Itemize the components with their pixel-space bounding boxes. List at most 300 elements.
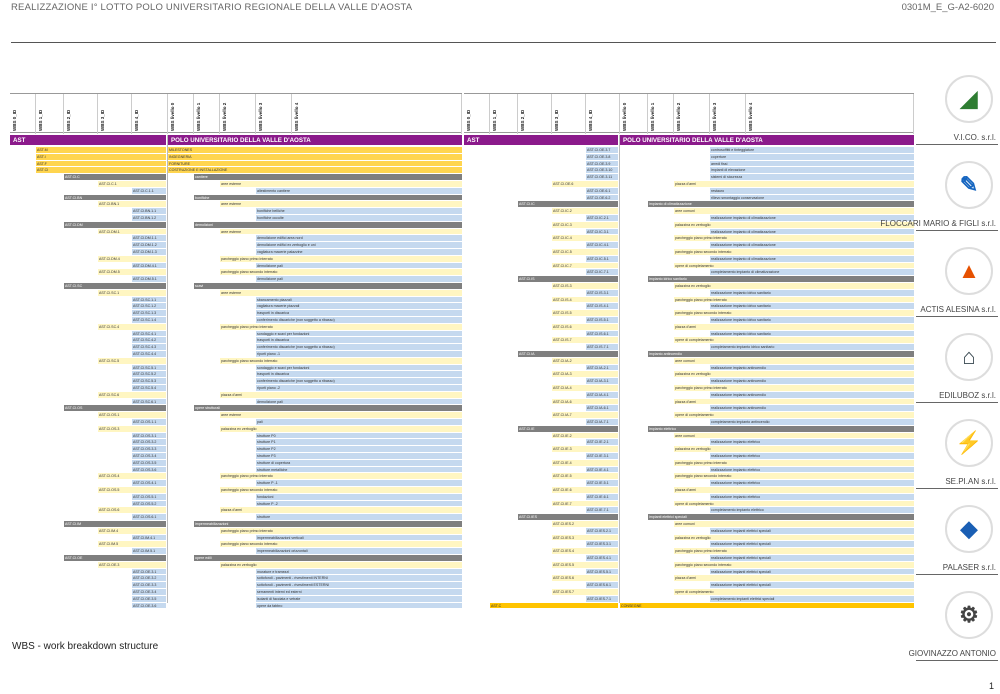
wbs-label-cell: opere di completamento — [674, 412, 914, 419]
column-header-label: WBS 0_ID — [466, 109, 471, 131]
wbs-label-cell: conferimento discariche (non soggetto a ribasso) — [256, 378, 462, 385]
wbs-id-cell: AST.CI.IC.2 — [552, 208, 618, 215]
wbs-id-cell: AST.CI.SC.5.4 — [132, 385, 166, 392]
wbs-id-cell: AST.CI.IA.7.1 — [586, 419, 618, 426]
wbs-id-cell: AST.CI.IES.4 — [552, 548, 618, 555]
wbs-id-cell: AST.CI — [36, 167, 166, 174]
wbs-id-cell: AST.CI.IA.2.1 — [586, 365, 618, 372]
wbs-label-cell: riporti piano -2 — [256, 385, 462, 392]
wbs-id-cell: AST.CI.SC.1.3 — [132, 310, 166, 317]
wbs-id-cell: AST.CI.OS.5.1 — [132, 494, 166, 501]
wbs-label-cell: strutture P1 — [256, 439, 462, 446]
wbs-id-cell: AST.CI.IES — [518, 514, 618, 521]
wbs-label-cell: riporti piano -1 — [256, 351, 462, 358]
wbs-id-cell: AST.CI.IE.7.1 — [586, 507, 618, 514]
wbs-id-cell: AST.CI.IA.4 — [552, 385, 618, 392]
wbs-id-cell: AST.CI.OE.3.4 — [132, 589, 166, 596]
wbs-label-cell: scavi — [194, 283, 462, 290]
wbs-label-cell: conferimento discariche (non soggetto a ribasso) — [256, 344, 462, 351]
logo-glyph-icon: ⌂ — [962, 344, 976, 369]
wbs-id-cell: AST.CI.DM.1 — [98, 229, 166, 236]
company-logo-icon — [945, 333, 993, 381]
wbs-id-cell: AST.CI.SC.6.1 — [132, 399, 166, 406]
wbs-table — [10, 93, 914, 608]
wbs-label-cell: opere di completamento — [674, 501, 914, 508]
company-logo-icon — [945, 419, 993, 467]
wbs-id-cell: AST.CI.IES.7.1 — [586, 596, 618, 603]
wbs-id-cell: AST.CI.BN.1 — [98, 201, 166, 208]
wbs-label-cell: piazza d'armi — [674, 324, 914, 331]
wbs-label-cell: parcheggio piano secondo interrato — [674, 473, 914, 480]
column-header-label: WBS 4_ID — [588, 109, 593, 131]
wbs-label-cell: parcheggio piano primo interrato — [674, 460, 914, 467]
wbs-label-cell: impermeabilizzazioni orizzontali — [256, 548, 462, 555]
wbs-id-cell: AST.CI.SC.1.4 — [132, 317, 166, 324]
logo-glyph-icon: ◆ — [960, 516, 978, 541]
wbs-label-cell: sondaggio e scavi per fondazioni — [256, 331, 462, 338]
column-header — [220, 94, 256, 134]
wbs-label-cell: parcheggio piano primo interrato — [220, 324, 462, 331]
wbs-id-cell: AST.CI.IES.7 — [552, 589, 618, 596]
wbs-id-cell: AST.CI.IC.3 — [552, 222, 618, 229]
wbs-label-cell: realizzazione impianto antincendio — [710, 378, 914, 385]
company-divider — [916, 574, 998, 575]
wbs-label-cell: serramenti interni ed esterni — [256, 589, 462, 596]
wbs-label-cell: rilievo smontaggio conservazione — [710, 195, 914, 202]
wbs-id-cell: AST.I — [36, 154, 166, 161]
wbs-id-cell: AST.CI.IC.2.1 — [586, 215, 618, 222]
wbs-label-cell: piazza d'armi — [674, 575, 914, 582]
wbs-id-cell: AST.CI.IS.6 — [552, 324, 618, 331]
column-header-label: WBS livello 4 — [748, 102, 753, 131]
wbs-label-cell: completamento impianto idrico sanitario — [710, 344, 914, 351]
wbs-label-cell: demolizioni — [194, 222, 462, 229]
column-headers — [464, 93, 914, 133]
wbs-id-cell: AST.CI.IS.3.1 — [586, 290, 618, 297]
wbs-id-cell: AST.CI.IES.5 — [552, 562, 618, 569]
column-header-label: WBS 2_ID — [520, 109, 525, 131]
wbs-id-cell: AST.CI.SC.5 — [98, 358, 166, 365]
column-header — [36, 94, 64, 134]
wbs-id-cell: AST.CI.C — [64, 174, 166, 181]
wbs-id-cell: AST.CI.IC.5 — [552, 249, 618, 256]
wbs-table-left — [10, 93, 462, 608]
wbs-label-cell: piazza d'armi — [674, 487, 914, 494]
wbs-label-cell: sistemi di sicurezza — [710, 174, 914, 181]
wbs-id-cell: AST.CI.IA — [518, 351, 618, 358]
wbs-label-cell: parcheggio piano secondo interrato — [674, 562, 914, 569]
wbs-label-cell: parcheggio piano secondo interrato — [220, 541, 462, 548]
footer-label: WBS - work breakdown structure — [12, 641, 159, 652]
column-header-label: WBS livello 0 — [622, 102, 627, 131]
wbs-label-cell: demolizione pali — [256, 263, 462, 270]
company-name: PALASER s.r.l. — [942, 563, 996, 572]
wbs-label-cell: completamento impianto antincendio — [710, 419, 914, 426]
wbs-label-cell: sondaggio e scavi per fondazioni — [256, 365, 462, 372]
wbs-id-cell: AST.CI.DM.4.1 — [132, 263, 166, 270]
wbs-id-cell: AST.CI.IA.3 — [552, 371, 618, 378]
company-name: GIOVINAZZO ANTONIO — [908, 649, 996, 658]
wbs-id-cell: AST.M — [36, 147, 166, 154]
wbs-label-cell: strutture P -1 — [256, 480, 462, 487]
wbs-label-cell: parcheggio piano secondo interrato — [674, 310, 914, 317]
wbs-label-cell: demolizione pali — [256, 399, 462, 406]
company-logo-icon — [945, 161, 993, 209]
wbs-id-cell: AST.CI.IE.4.1 — [586, 467, 618, 474]
company-divider — [916, 488, 998, 489]
wbs-id-cell: AST.CI.OS.3.2 — [132, 439, 166, 446]
wbs-label-cell: MILESTONES — [168, 147, 462, 154]
column-header — [648, 94, 674, 134]
wbs-id-cell: AST.CI.SC — [64, 283, 166, 290]
wbs-label-cell: palazzina ex zerboglio — [674, 283, 914, 290]
column-header-label: WBS 1_ID — [38, 109, 43, 131]
wbs-label-cell: aree esterne — [220, 181, 462, 188]
wbs-id-cell: AST.CI.SC.1.2 — [132, 303, 166, 310]
column-header — [552, 94, 586, 134]
wbs-id-cell: AST.CI.IES.6 — [552, 575, 618, 582]
wbs-label-cell: opere strutturali — [194, 405, 462, 412]
wbs-id-cell: AST.CI.IE.4 — [552, 460, 618, 467]
wbs-label-cell: opere di completamento — [674, 263, 914, 270]
company-logo-icon — [945, 247, 993, 295]
column-header-label: WBS 0_ID — [12, 109, 17, 131]
wbs-label-cell: parcheggio piano secondo interrato — [220, 358, 462, 365]
column-header-label: WBS livello 2 — [222, 102, 227, 131]
wbs-id-cell: AST.CI.SC.5.3 — [132, 378, 166, 385]
wbs-label-cell: cantiere — [194, 174, 462, 181]
wbs-label-cell: parcheggio piano secondo interrato — [220, 269, 462, 276]
column-header-label: WBS 3_ID — [554, 109, 559, 131]
wbs-label-cell: strutture P0 — [256, 433, 462, 440]
wbs-id-cell: AST.CI.OE.3.11 — [586, 174, 618, 181]
wbs-id-cell: AST.CI.IA.2 — [552, 358, 618, 365]
wbs-id-cell: AST.CI.DM.1.1 — [132, 235, 166, 242]
wbs-id-cell: AST.CI.OE.3.5 — [132, 596, 166, 603]
wbs-id-cell: AST.CI.OE.3.8 — [586, 154, 618, 161]
wbs-id-cell: AST.CI.OS.1 — [98, 412, 166, 419]
wbs-id-cell: AST.CI.OS — [64, 405, 166, 412]
wbs-id-cell: AST.CI.IM.5 — [98, 541, 166, 548]
wbs-id-cell: AST.CI.OS.3.5 — [132, 460, 166, 467]
band-code: AST — [464, 135, 618, 145]
wbs-label-cell: palazzina ex zerboglio — [674, 535, 914, 542]
wbs-label-cell: strutture P -2 — [256, 501, 462, 508]
column-header — [710, 94, 746, 134]
wbs-label-cell: strutture di copertura — [256, 460, 462, 467]
wbs-label-cell: parcheggio piano primo interrato — [674, 297, 914, 304]
wbs-id-cell: AST.CI.OE.3.1 — [132, 569, 166, 576]
wbs-id-cell: AST.CI.IA.6 — [552, 399, 618, 406]
wbs-id-cell: AST.CI.OE.6.2 — [586, 195, 618, 202]
column-header — [490, 94, 518, 134]
wbs-label-cell: strutture — [256, 514, 462, 521]
wbs-label-cell: realizzazione impianto di climatizzazione — [710, 229, 914, 236]
wbs-id-cell: AST.CI.IA.4.1 — [586, 392, 618, 399]
wbs-id-cell: AST.CI.SC.1.1 — [132, 297, 166, 304]
wbs-id-cell: AST.CI.SC.4.2 — [132, 337, 166, 344]
wbs-id-cell: AST.CI.SC.5.2 — [132, 371, 166, 378]
wbs-label-cell: CONSEGNE — [620, 603, 914, 610]
wbs-label-cell: opere di completamento — [674, 337, 914, 344]
wbs-label-cell: pali — [256, 419, 462, 426]
wbs-label-cell: murature e tramezzi — [256, 569, 462, 576]
column-header-label: WBS 4_ID — [134, 109, 139, 131]
wbs-label-cell: realizzazione impianto elettrico — [710, 494, 914, 501]
wbs-id-cell: AST.CI.IES.4.1 — [586, 555, 618, 562]
wbs-label-cell: aree esterne — [220, 229, 462, 236]
wbs-label-cell: realizzazione impianto elettrico — [710, 439, 914, 446]
wbs-label-cell: completamento impianto di climatizzazione — [710, 269, 914, 276]
column-header — [674, 94, 710, 134]
wbs-label-cell: realizzazione impianto elettrico — [710, 467, 914, 474]
column-headers — [10, 93, 462, 133]
wbs-label-cell: aree comuni — [674, 358, 914, 365]
wbs-label-cell: piazza d'armi — [220, 392, 462, 399]
wbs-label-cell: realizzazione impianti elettrici speciali — [710, 582, 914, 589]
company-divider — [916, 660, 998, 661]
wbs-label-cell: vagliatura macerie palazzine — [256, 249, 462, 256]
wbs-id-cell: AST.CI.DM.5.1 — [132, 276, 166, 283]
column-header — [746, 94, 914, 134]
wbs-label-cell: piazza d'armi — [674, 181, 914, 188]
wbs-label-cell: controsoffitti e tinteggiature — [710, 147, 914, 154]
wbs-label-cell: isolanti di facciata e vetrate — [256, 596, 462, 603]
wbs-label-cell: bonifiche — [194, 195, 462, 202]
wbs-id-cell: AST.CI.C.1.1 — [132, 188, 166, 195]
column-header — [98, 94, 132, 134]
document-title: REALIZZAZIONE I° LOTTO POLO UNIVERSITARIO REGIONALE DELLA VALLE D'AOSTA — [11, 2, 413, 13]
wbs-id-cell: AST.CI.IE.6 — [552, 487, 618, 494]
wbs-label-cell: trasporti in discarica — [256, 371, 462, 378]
column-header — [292, 94, 462, 134]
wbs-label-cell: impianti elettrici speciali — [648, 514, 914, 521]
wbs-id-cell: AST.CI.IS.4 — [552, 297, 618, 304]
column-header-label: WBS 3_ID — [100, 109, 105, 131]
wbs-id-cell: AST.CI.DM — [64, 222, 166, 229]
wbs-id-cell: AST.CI.IA.7 — [552, 412, 618, 419]
wbs-label-cell: impianto di climatizzazione — [648, 201, 914, 208]
wbs-id-cell: AST.CI.IM.4.1 — [132, 535, 166, 542]
wbs-id-cell: AST.CI.OE.3.6 — [132, 603, 166, 610]
wbs-label-cell: palazzina ex zerboglio — [674, 446, 914, 453]
wbs-label-cell: parcheggio piano primo interrato — [220, 256, 462, 263]
wbs-id-cell: AST.CI.IS.5 — [552, 310, 618, 317]
band-code: AST — [10, 135, 166, 145]
wbs-label-cell: aree esterne — [220, 201, 462, 208]
logo-glyph-icon: ✎ — [959, 172, 979, 197]
wbs-id-cell: AST.CI.IC.5.1 — [586, 256, 618, 263]
wbs-label-cell: realizzazione impianto idrico sanitario — [710, 303, 914, 310]
wbs-id-cell: AST.CI.BN.1.2 — [132, 215, 166, 222]
company-divider — [916, 402, 998, 403]
wbs-label-cell: impermeabilizzazioni verticali — [256, 535, 462, 542]
wbs-label-cell: realizzazione impianti elettrici speciali — [710, 528, 914, 535]
wbs-label-cell: vagliatura macerie piazzali — [256, 303, 462, 310]
wbs-label-cell: impianto idrico sanitario — [648, 276, 914, 283]
wbs-id-cell: AST.CI.OS.6 — [98, 507, 166, 514]
column-header-label: WBS 1_ID — [492, 109, 497, 131]
wbs-label-cell: strutture metalliche — [256, 467, 462, 474]
wbs-label-cell: demolizione pali — [256, 276, 462, 283]
wbs-id-cell: AST.CI.OE.3.7 — [586, 147, 618, 154]
wbs-label-cell: demolizione edifici ex zerboglio e uni — [256, 242, 462, 249]
wbs-id-cell: AST.CI.OE.3.3 — [132, 582, 166, 589]
wbs-label-cell: realizzazione impianti elettrici speciali — [710, 541, 914, 548]
column-separator — [619, 135, 620, 603]
wbs-label-cell: sottofondi - pavimenti - rivestimenti INTERNI — [256, 575, 462, 582]
wbs-id-cell: AST.CI.OE.3 — [98, 562, 166, 569]
wbs-label-cell: completamento impianti elettrici speciali — [710, 596, 914, 603]
wbs-id-cell: AST.CI.IES.5.1 — [586, 569, 618, 576]
wbs-id-cell: AST.CI.IC.4 — [552, 235, 618, 242]
wbs-id-cell: AST.CI.IM.5.1 — [132, 548, 166, 555]
wbs-id-cell: AST.CI.DM.1.2 — [132, 242, 166, 249]
wbs-id-cell: AST.CI.BN — [64, 195, 166, 202]
wbs-label-cell: aree comuni — [674, 208, 914, 215]
wbs-label-cell: realizzazione impianto di climatizzazione — [710, 242, 914, 249]
wbs-id-cell: AST.CI.DM.1.3 — [132, 249, 166, 256]
wbs-id-cell: AST.CI.OS.5.2 — [132, 501, 166, 508]
company-logo-icon — [945, 75, 993, 123]
column-header — [464, 94, 490, 134]
wbs-label-cell: aree comuni — [674, 521, 914, 528]
column-header — [132, 94, 168, 134]
wbs-id-cell: AST.CI.IM — [64, 521, 166, 528]
band-title: POLO UNIVERSITARIO DELLA VALLE D'AOSTA — [168, 135, 462, 145]
wbs-id-cell: AST.CI.IC.7 — [552, 263, 618, 270]
column-header — [518, 94, 552, 134]
wbs-id-cell: AST.CI.IS.7 — [552, 337, 618, 344]
wbs-id-cell: AST.CI.IES.2 — [552, 521, 618, 528]
wbs-label-cell: aree esterne — [220, 290, 462, 297]
wbs-id-cell: AST.CI.OE.3.9 — [586, 161, 618, 168]
wbs-id-cell: AST.CI.IE.2 — [552, 433, 618, 440]
column-header-label: WBS livello 1 — [196, 102, 201, 131]
wbs-label-cell: impianto antincendio — [648, 351, 914, 358]
column-header-label: WBS livello 3 — [258, 102, 263, 131]
column-header-label: WBS livello 0 — [170, 102, 175, 131]
wbs-label-cell: allestimento cantiere — [256, 188, 462, 195]
wbs-id-cell: AST.CI.IS.3 — [552, 283, 618, 290]
column-header-label: WBS livello 3 — [712, 102, 717, 131]
wbs-label-cell: sottofondi - pavimenti - rivestimenti ESTERNI — [256, 582, 462, 589]
wbs-id-cell: AST.CI.OS.4 — [98, 473, 166, 480]
wbs-id-cell: AST.CI.IE.3 — [552, 446, 618, 453]
wbs-label-cell: bonifiche occulte — [256, 215, 462, 222]
wbs-id-cell: AST.CI.OS.3.1 — [132, 433, 166, 440]
wbs-id-cell: AST.CI.OS.3 — [98, 426, 166, 433]
wbs-id-cell: AST.CI.IC — [518, 201, 618, 208]
wbs-label-cell: completamento impianto elettrico — [710, 507, 914, 514]
column-header — [620, 94, 648, 134]
wbs-label-cell: realizzazione impianto idrico sanitario — [710, 317, 914, 324]
wbs-label-cell: demolizione edifici area nord — [256, 235, 462, 242]
logo-glyph-icon: ▲ — [958, 258, 980, 283]
wbs-id-cell: AST.CI.OS.4.1 — [132, 480, 166, 487]
wbs-id-cell: AST.CI.DM.5 — [98, 269, 166, 276]
wbs-label-cell: FORNITURE — [168, 161, 462, 168]
company-name: FLOCCARI MARIO & FIGLI s.r.l. — [880, 219, 996, 228]
wbs-label-cell: aree comuni — [674, 433, 914, 440]
wbs-label-cell: INGEGNERIA — [168, 154, 462, 161]
wbs-id-cell: AST.CI.SC.4 — [98, 324, 166, 331]
wbs-label-cell: realizzazione impianto elettrico — [710, 480, 914, 487]
wbs-id-cell: AST.CI.IS.7.1 — [586, 344, 618, 351]
company-name: SE.PI.AN s.r.l. — [945, 477, 996, 486]
wbs-label-cell: strutture P3 — [256, 453, 462, 460]
wbs-label-cell: parcheggio piano secondo interrato — [220, 487, 462, 494]
page-number: 1 — [988, 681, 994, 691]
wbs-label-cell: impermeabilizzazioni — [194, 521, 462, 528]
wbs-id-cell: AST.CI.SC.6 — [98, 392, 166, 399]
wbs-label-cell: COSTRUZIONE E INSTALLAZIONE — [168, 167, 462, 174]
wbs-label-cell: palazzina ex zerboglio — [674, 371, 914, 378]
wbs-label-cell: fondazioni — [256, 494, 462, 501]
column-header — [586, 94, 620, 134]
column-separator — [167, 135, 168, 603]
column-header-label: WBS livello 4 — [294, 102, 299, 131]
wbs-id-cell: AST.CI.OS.3.4 — [132, 453, 166, 460]
wbs-id-cell: AST.CI.IA.6.1 — [586, 405, 618, 412]
column-header — [64, 94, 98, 134]
wbs-id-cell: AST.CI.DM.4 — [98, 256, 166, 263]
wbs-id-cell: AST.CI.BN.1.1 — [132, 208, 166, 215]
wbs-id-cell: AST.CI.IE.5 — [552, 473, 618, 480]
wbs-id-cell: AST.CI.SC.4.1 — [132, 331, 166, 338]
column-header — [194, 94, 220, 134]
wbs-id-cell: AST.CI.OS.3.6 — [132, 467, 166, 474]
wbs-label-cell: realizzazione impianto di climatizzazione — [710, 256, 914, 263]
wbs-id-cell: AST.CI.IES.3 — [552, 535, 618, 542]
company-divider — [916, 316, 998, 317]
column-header-label: WBS livello 1 — [650, 102, 655, 131]
wbs-label-cell: restauro — [710, 188, 914, 195]
wbs-label-cell: parcheggio piano secondo interrato — [674, 249, 914, 256]
wbs-id-cell: AST.CI.IE — [518, 426, 618, 433]
wbs-label-cell: realizzazione impianto antincendio — [710, 392, 914, 399]
wbs-id-cell: AST.CI.IE.6.1 — [586, 494, 618, 501]
wbs-id-cell: AST.CI.SC.4.3 — [132, 344, 166, 351]
wbs-id-cell: AST.CI.IM.4 — [98, 528, 166, 535]
wbs-label-cell: parcheggio piano primo interrato — [220, 528, 462, 535]
band-title: POLO UNIVERSITARIO DELLA VALLE D'AOSTA — [620, 135, 914, 145]
company-name: EDILUBOZ s.r.l. — [939, 391, 996, 400]
wbs-id-cell: AST.CI.OE.6.1 — [586, 188, 618, 195]
wbs-id-cell: AST.CI.SC.5.1 — [132, 365, 166, 372]
company-logo-icon — [945, 505, 993, 553]
logo-glyph-icon: ⚡ — [955, 430, 983, 455]
column-header — [168, 94, 194, 134]
wbs-label-cell: piazza d'armi — [220, 507, 462, 514]
wbs-label-cell: impianto elettrico — [648, 426, 914, 433]
wbs-id-cell: AST.CI.OE — [64, 555, 166, 562]
wbs-label-cell: aree esterne — [220, 412, 462, 419]
logo-glyph-icon: ◢ — [960, 86, 978, 111]
wbs-label-cell: realizzazione impianto idrico sanitario — [710, 290, 914, 297]
wbs-label-cell: parcheggio piano primo interrato — [674, 385, 914, 392]
wbs-label-cell: conferimento discariche (non soggetto a ribasso) — [256, 317, 462, 324]
wbs-id-cell: AST.CI.IS.5.1 — [586, 317, 618, 324]
wbs-label-cell: realizzazione impianti elettrici speciali — [710, 555, 914, 562]
wbs-id-cell: AST.CI.IC.3.1 — [586, 229, 618, 236]
wbs-label-cell: palazzina ex zerboglio — [674, 222, 914, 229]
header-divider — [11, 42, 996, 43]
wbs-label-cell: parcheggio piano primo interrato — [220, 473, 462, 480]
wbs-label-cell: arredi fissi — [710, 161, 914, 168]
logo-glyph-icon: ⚙ — [959, 602, 979, 627]
wbs-id-cell: AST.CI.SC.1 — [98, 290, 166, 297]
